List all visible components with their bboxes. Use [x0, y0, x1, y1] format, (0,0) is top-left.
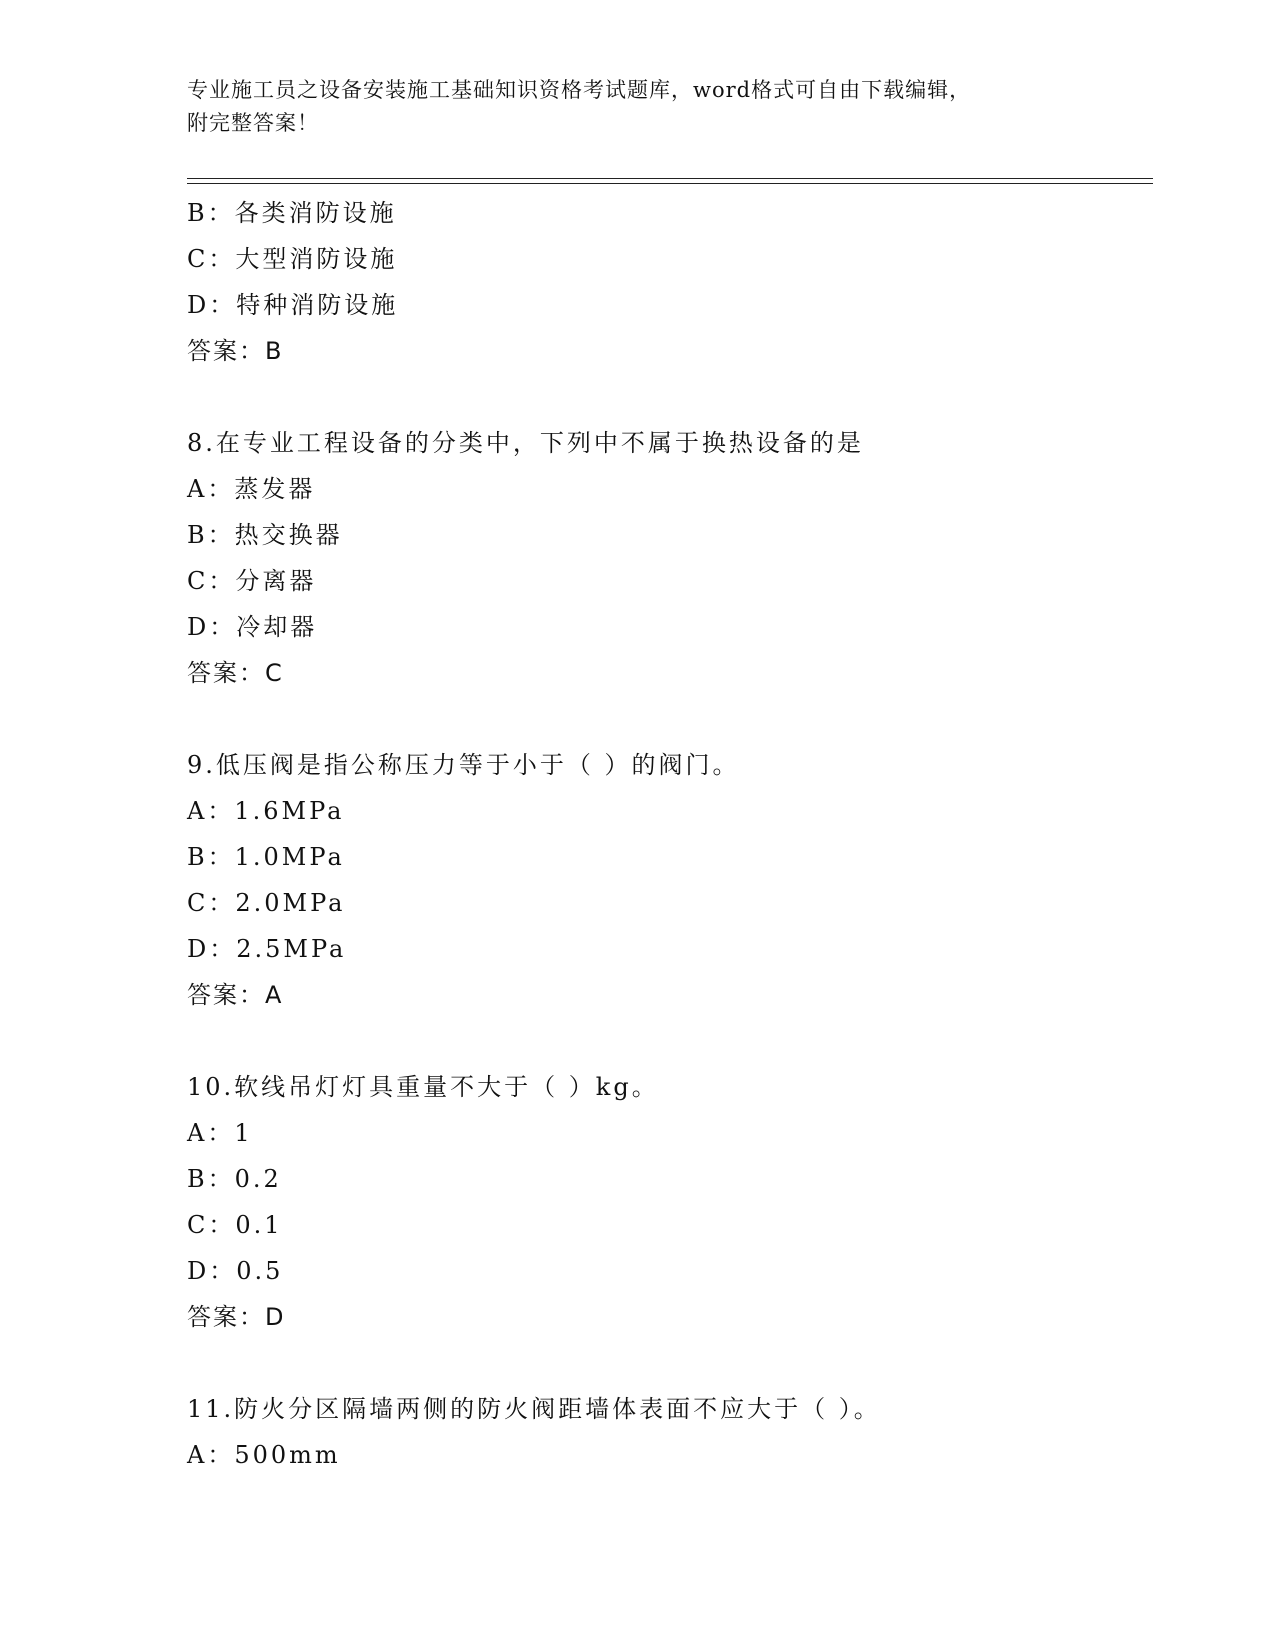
spacer [187, 1340, 1153, 1386]
option-b: B：热交换器 [187, 521, 343, 549]
spacer [187, 1018, 1153, 1064]
question-8 [187, 420, 1153, 696]
option-d: D：2.5MPa [187, 935, 347, 963]
option-d: D：特种消防设施 [187, 291, 399, 319]
spacer [187, 696, 1153, 742]
option-a: A：1 [187, 1119, 253, 1147]
question-stem: 10.软线吊灯灯具重量不大于（ ）kg。 [187, 1073, 659, 1101]
question-stem: 9.低压阀是指公称压力等于小于（ ）的阀门。 [187, 751, 740, 779]
answer-line: 答案：B [187, 337, 284, 365]
option-a: A：1.6MPa [187, 797, 345, 825]
option-a: A：500mm [187, 1441, 341, 1469]
option-c: C：大型消防设施 [187, 245, 398, 273]
option-d: D：冷却器 [187, 613, 318, 641]
header-line-2: 附完整答案！ [187, 111, 319, 135]
question-stem: 8.在专业工程设备的分类中，下列中不属于换热设备的是 [187, 429, 864, 457]
option-b: B：0.2 [187, 1165, 282, 1193]
question-7-continuation [187, 190, 1153, 374]
answer-line: 答案：D [187, 1303, 286, 1331]
header-divider-top [187, 178, 1153, 179]
header-divider-bottom [187, 183, 1153, 184]
option-c: C：0.1 [187, 1211, 283, 1239]
document-header [187, 74, 1087, 140]
question-9 [187, 742, 1153, 1018]
header-line-1: 专业施工员之设备安装施工基础知识资格考试题库，word格式可自由下载编辑， [187, 78, 972, 102]
option-c: C：2.0MPa [187, 889, 346, 917]
option-c: C：分离器 [187, 567, 317, 595]
option-b: B：1.0MPa [187, 843, 345, 871]
question-stem: 11.防火分区隔墙两侧的防火阀距墙体表面不应大于（ ）。 [187, 1395, 881, 1423]
option-d: D：0.5 [187, 1257, 284, 1285]
option-b: B：各类消防设施 [187, 199, 397, 227]
answer-line: 答案：C [187, 659, 284, 687]
question-11 [187, 1386, 1153, 1478]
question-10 [187, 1064, 1153, 1340]
answer-line: 答案：A [187, 981, 284, 1009]
document-body [187, 190, 1153, 1478]
option-a: A：蒸发器 [187, 475, 316, 503]
spacer [187, 374, 1153, 420]
